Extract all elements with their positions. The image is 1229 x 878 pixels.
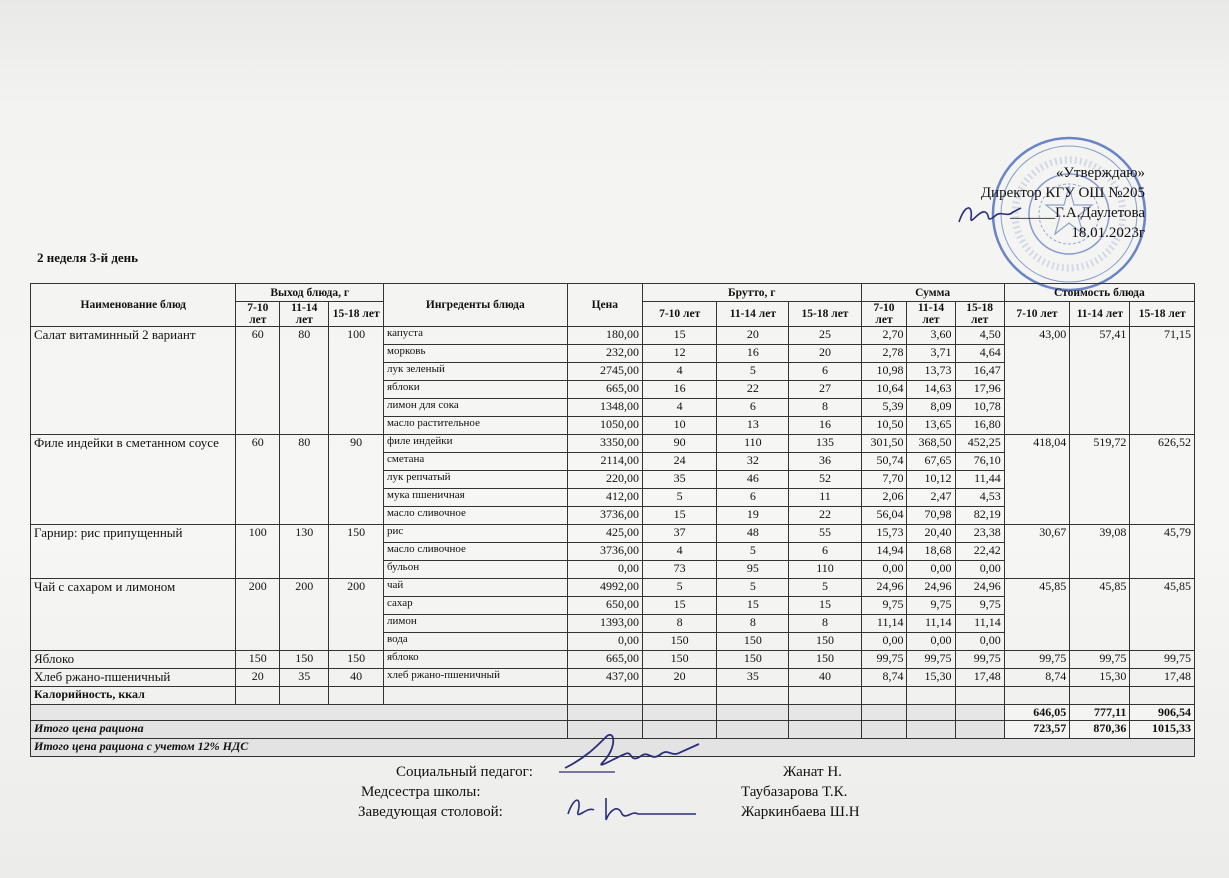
- brutto-15-18: 6: [789, 543, 861, 561]
- cost-11-14: 519,72: [1070, 435, 1130, 525]
- ingredient-name: яблоко: [384, 651, 568, 669]
- cost-7-10: 99,75: [1004, 651, 1070, 669]
- sum-15-18: 99,75: [955, 651, 1004, 669]
- brutto-15-18: 36: [789, 453, 861, 471]
- sum-15-18: 0,00: [955, 561, 1004, 579]
- dish-name: Яблоко: [31, 651, 236, 669]
- ingredient-name: масло сливочное: [384, 507, 568, 525]
- brutto-7-10: 15: [643, 597, 717, 615]
- ingredient-price: 1348,00: [567, 399, 642, 417]
- brutto-15-18: 6: [789, 363, 861, 381]
- sum-15-18: 24,96: [955, 579, 1004, 597]
- brutto-15-18: 52: [789, 471, 861, 489]
- table-row: [31, 669, 1195, 687]
- output-15-18: 100: [329, 327, 384, 435]
- brutto-15-18: 11: [789, 489, 861, 507]
- output-11-14: 130: [280, 525, 329, 579]
- ingredient-price: 665,00: [567, 651, 642, 669]
- sum-15-18: 0,00: [955, 633, 1004, 651]
- ingredient-name: сахар: [384, 597, 568, 615]
- social-pedagogue-signature: [555, 728, 705, 788]
- brutto-7-10: 8: [643, 615, 717, 633]
- sum-11-14: 368,50: [907, 435, 955, 453]
- ingredient-price: 0,00: [567, 633, 642, 651]
- brutto-15-18: 27: [789, 381, 861, 399]
- brutto-7-10: 150: [643, 651, 717, 669]
- subtotal-11-14: 777,11: [1070, 705, 1130, 721]
- header-cost-11-14: 11-14 лет: [1070, 302, 1130, 327]
- director-signature: [955, 200, 1025, 230]
- output-11-14: 35: [280, 669, 329, 687]
- sum-7-10: 50,74: [861, 453, 907, 471]
- dish-name: Филе индейки в сметанном соусе: [31, 435, 236, 525]
- ingredient-name: лимон: [384, 615, 568, 633]
- brutto-15-18: 20: [789, 345, 861, 363]
- brutto-11-14: 32: [717, 453, 789, 471]
- total-7-10: 723,57: [1004, 721, 1070, 739]
- brutto-15-18: 15: [789, 597, 861, 615]
- sum-7-10: 301,50: [861, 435, 907, 453]
- ingredient-price: 180,00: [567, 327, 642, 345]
- brutto-11-14: 15: [717, 597, 789, 615]
- header-brutto-15-18: 15-18 лет: [789, 302, 861, 327]
- output-7-10: 60: [236, 435, 280, 525]
- output-15-18: 40: [329, 669, 384, 687]
- sum-15-18: 23,38: [955, 525, 1004, 543]
- sum-15-18: 82,19: [955, 507, 1004, 525]
- cost-15-18: 17,48: [1130, 669, 1195, 687]
- cost-11-14: 39,08: [1070, 525, 1130, 579]
- dish-name: Чай с сахаром и лимоном: [31, 579, 236, 651]
- sum-15-18: 16,47: [955, 363, 1004, 381]
- sum-7-10: 2,70: [861, 327, 907, 345]
- table-row: [31, 327, 1195, 345]
- sum-15-18: 22,42: [955, 543, 1004, 561]
- approval-title: «Утверждаю»: [1055, 165, 1145, 181]
- sum-7-10: 24,96: [861, 579, 907, 597]
- ingredient-price: 1050,00: [567, 417, 642, 435]
- brutto-7-10: 90: [643, 435, 717, 453]
- brutto-7-10: 5: [643, 579, 717, 597]
- cost-7-10: 8,74: [1004, 669, 1070, 687]
- cost-11-14: 99,75: [1070, 651, 1130, 669]
- ingredient-price: 3736,00: [567, 543, 642, 561]
- header-out-11-14: 11-14 лет: [280, 302, 329, 327]
- output-11-14: 200: [280, 579, 329, 651]
- sum-11-14: 67,65: [907, 453, 955, 471]
- sum-7-10: 9,75: [861, 597, 907, 615]
- sum-11-14: 18,68: [907, 543, 955, 561]
- approval-director: Директор КГУ ОШ №205: [980, 185, 1145, 201]
- brutto-15-18: 110: [789, 561, 861, 579]
- signature-role: Заведующая столовой:: [358, 804, 503, 820]
- brutto-15-18: 5: [789, 579, 861, 597]
- table-row: [31, 651, 1195, 669]
- brutto-15-18: 55: [789, 525, 861, 543]
- cost-7-10: 45,85: [1004, 579, 1070, 651]
- cost-15-18: 45,85: [1130, 579, 1195, 651]
- header-brutto-7-10: 7-10 лет: [643, 302, 717, 327]
- brutto-11-14: 48: [717, 525, 789, 543]
- output-7-10: 60: [236, 327, 280, 435]
- sum-7-10: 14,94: [861, 543, 907, 561]
- kcal-row: [31, 687, 1195, 705]
- sum-7-10: 0,00: [861, 633, 907, 651]
- brutto-7-10: 16: [643, 381, 717, 399]
- cost-11-14: 15,30: [1070, 669, 1130, 687]
- sum-11-14: 13,73: [907, 363, 955, 381]
- ingredient-name: капуста: [384, 327, 568, 345]
- ingredient-price: 2114,00: [567, 453, 642, 471]
- ingredient-name: масло сливочное: [384, 543, 568, 561]
- sum-11-14: 2,47: [907, 489, 955, 507]
- ingredient-name: хлеб ржано-пшеничный: [384, 669, 568, 687]
- sum-11-14: 20,40: [907, 525, 955, 543]
- sum-11-14: 8,09: [907, 399, 955, 417]
- total-vat-label: Итого цена рациона с учетом 12% НДС: [31, 739, 1195, 757]
- ingredient-name: сметана: [384, 453, 568, 471]
- sum-11-14: 15,30: [907, 669, 955, 687]
- ingredient-name: чай: [384, 579, 568, 597]
- brutto-11-14: 35: [717, 669, 789, 687]
- sum-7-10: 11,14: [861, 615, 907, 633]
- ingredient-name: морковь: [384, 345, 568, 363]
- output-7-10: 200: [236, 579, 280, 651]
- brutto-11-14: 5: [717, 543, 789, 561]
- brutto-11-14: 20: [717, 327, 789, 345]
- header-ingredients: Ингреденты блюда: [384, 284, 568, 327]
- header-sum: Сумма: [861, 284, 1004, 302]
- brutto-15-18: 150: [789, 633, 861, 651]
- header-brutto-11-14: 11-14 лет: [717, 302, 789, 327]
- brutto-15-18: 40: [789, 669, 861, 687]
- cost-7-10: 43,00: [1004, 327, 1070, 435]
- ingredient-price: 4992,00: [567, 579, 642, 597]
- sum-11-14: 70,98: [907, 507, 955, 525]
- sum-15-18: 10,78: [955, 399, 1004, 417]
- header-out-7-10: 7-10 лет: [236, 302, 280, 327]
- brutto-11-14: 6: [717, 399, 789, 417]
- sum-7-10: 10,98: [861, 363, 907, 381]
- sum-7-10: 0,00: [861, 561, 907, 579]
- brutto-15-18: 16: [789, 417, 861, 435]
- brutto-7-10: 10: [643, 417, 717, 435]
- output-15-18: 90: [329, 435, 384, 525]
- brutto-7-10: 24: [643, 453, 717, 471]
- table-row: [31, 435, 1195, 453]
- table-row: [31, 525, 1195, 543]
- subtotal-row: [31, 705, 1195, 721]
- sum-7-10: 5,39: [861, 399, 907, 417]
- brutto-7-10: 5: [643, 489, 717, 507]
- signature-name: Жаркинбаева Ш.Н: [741, 804, 860, 820]
- sum-11-14: 3,71: [907, 345, 955, 363]
- ingredient-name: лимон для сока: [384, 399, 568, 417]
- dish-name: Салат витаминный 2 вариант: [31, 327, 236, 435]
- sum-7-10: 8,74: [861, 669, 907, 687]
- output-15-18: 150: [329, 525, 384, 579]
- header-price: Цена: [567, 284, 642, 327]
- menu-body: [31, 327, 1195, 687]
- menu-table: [30, 283, 1195, 757]
- ingredient-price: 0,00: [567, 561, 642, 579]
- sum-15-18: 76,10: [955, 453, 1004, 471]
- kcal-label: Калорийность, ккал: [31, 687, 236, 705]
- sum-11-14: 24,96: [907, 579, 955, 597]
- output-7-10: 150: [236, 651, 280, 669]
- ingredient-price: 650,00: [567, 597, 642, 615]
- sum-15-18: 452,25: [955, 435, 1004, 453]
- ingredient-price: 3736,00: [567, 507, 642, 525]
- output-7-10: 20: [236, 669, 280, 687]
- header-out-15-18: 15-18 лет: [329, 302, 384, 327]
- header-output: Выход блюда, г: [236, 284, 384, 302]
- brutto-7-10: 73: [643, 561, 717, 579]
- output-15-18: 200: [329, 579, 384, 651]
- total-label: Итого цена рациона: [31, 721, 568, 739]
- header-sum-7-10: 7-10 лет: [861, 302, 907, 327]
- header-dish-name: Наименование блюд: [31, 284, 236, 327]
- sum-15-18: 17,96: [955, 381, 1004, 399]
- dish-name: Хлеб ржано-пшеничный: [31, 669, 236, 687]
- cost-11-14: 45,85: [1070, 579, 1130, 651]
- sum-11-14: 14,63: [907, 381, 955, 399]
- total-15-18: 1015,33: [1130, 721, 1195, 739]
- dish-name: Гарнир: рис припущенный: [31, 525, 236, 579]
- header-sum-11-14: 11-14 лет: [907, 302, 955, 327]
- sum-15-18: 4,64: [955, 345, 1004, 363]
- ingredient-name: лук зеленый: [384, 363, 568, 381]
- subtotal-15-18: 906,54: [1130, 705, 1195, 721]
- cost-7-10: 418,04: [1004, 435, 1070, 525]
- signature-name: Таубазарова Т.К.: [741, 784, 848, 800]
- sum-11-14: 0,00: [907, 561, 955, 579]
- brutto-15-18: 135: [789, 435, 861, 453]
- ingredient-name: мука пшеничная: [384, 489, 568, 507]
- brutto-7-10: 15: [643, 507, 717, 525]
- sum-7-10: 7,70: [861, 471, 907, 489]
- brutto-7-10: 4: [643, 543, 717, 561]
- brutto-15-18: 22: [789, 507, 861, 525]
- cost-15-18: 99,75: [1130, 651, 1195, 669]
- brutto-11-14: 46: [717, 471, 789, 489]
- brutto-15-18: 150: [789, 651, 861, 669]
- brutto-11-14: 150: [717, 651, 789, 669]
- sum-11-14: 3,60: [907, 327, 955, 345]
- brutto-11-14: 8: [717, 615, 789, 633]
- brutto-7-10: 35: [643, 471, 717, 489]
- header-sum-15-18: 15-18 лет: [955, 302, 1004, 327]
- brutto-7-10: 12: [643, 345, 717, 363]
- header-cost: Стоимость блюда: [1004, 284, 1194, 302]
- output-11-14: 150: [280, 651, 329, 669]
- table-row: [31, 579, 1195, 597]
- brutto-15-18: 25: [789, 327, 861, 345]
- sum-15-18: 9,75: [955, 597, 1004, 615]
- brutto-7-10: 150: [643, 633, 717, 651]
- sum-15-18: 4,50: [955, 327, 1004, 345]
- nurse-signature: [560, 790, 700, 825]
- sum-15-18: 16,80: [955, 417, 1004, 435]
- sum-15-18: 4,53: [955, 489, 1004, 507]
- ingredient-name: лук репчатый: [384, 471, 568, 489]
- brutto-7-10: 20: [643, 669, 717, 687]
- ingredient-price: 425,00: [567, 525, 642, 543]
- output-11-14: 80: [280, 327, 329, 435]
- brutto-15-18: 8: [789, 615, 861, 633]
- output-7-10: 100: [236, 525, 280, 579]
- sum-15-18: 17,48: [955, 669, 1004, 687]
- approval-date: 18.01.2023г: [1071, 225, 1145, 241]
- brutto-11-14: 95: [717, 561, 789, 579]
- ingredient-price: 220,00: [567, 471, 642, 489]
- brutto-7-10: 4: [643, 363, 717, 381]
- ingredient-name: рис: [384, 525, 568, 543]
- signature-role: Медсестра школы:: [361, 784, 481, 800]
- ingredient-price: 2745,00: [567, 363, 642, 381]
- brutto-11-14: 19: [717, 507, 789, 525]
- signature-role: Социальный педагог:: [396, 764, 533, 780]
- brutto-11-14: 5: [717, 363, 789, 381]
- sum-15-18: 11,44: [955, 471, 1004, 489]
- brutto-11-14: 6: [717, 489, 789, 507]
- brutto-15-18: 8: [789, 399, 861, 417]
- sum-7-10: 10,50: [861, 417, 907, 435]
- cost-15-18: 626,52: [1130, 435, 1195, 525]
- ingredient-name: яблоки: [384, 381, 568, 399]
- ingredient-name: масло растительное: [384, 417, 568, 435]
- ingredient-name: бульон: [384, 561, 568, 579]
- ingredient-name: филе индейки: [384, 435, 568, 453]
- ingredient-name: вода: [384, 633, 568, 651]
- ingredient-price: 3350,00: [567, 435, 642, 453]
- week-day-heading: 2 неделя 3-й день: [37, 250, 139, 265]
- header-cost-7-10: 7-10 лет: [1004, 302, 1070, 327]
- sum-7-10: 10,64: [861, 381, 907, 399]
- brutto-11-14: 110: [717, 435, 789, 453]
- header-brutto: Брутто, г: [643, 284, 862, 302]
- ingredient-price: 412,00: [567, 489, 642, 507]
- brutto-11-14: 5: [717, 579, 789, 597]
- sum-7-10: 15,73: [861, 525, 907, 543]
- ingredient-price: 232,00: [567, 345, 642, 363]
- cost-15-18: 45,79: [1130, 525, 1195, 579]
- cost-11-14: 57,41: [1070, 327, 1130, 435]
- sum-11-14: 13,65: [907, 417, 955, 435]
- ingredient-price: 1393,00: [567, 615, 642, 633]
- approval-name: ______Г.А.Даулетова: [1010, 205, 1145, 221]
- cost-15-18: 71,15: [1130, 327, 1195, 435]
- brutto-11-14: 22: [717, 381, 789, 399]
- brutto-11-14: 150: [717, 633, 789, 651]
- brutto-7-10: 37: [643, 525, 717, 543]
- brutto-11-14: 16: [717, 345, 789, 363]
- subtotal-7-10: 646,05: [1004, 705, 1070, 721]
- output-15-18: 150: [329, 651, 384, 669]
- sum-11-14: 10,12: [907, 471, 955, 489]
- header-cost-15-18: 15-18 лет: [1130, 302, 1195, 327]
- brutto-11-14: 13: [717, 417, 789, 435]
- cost-7-10: 30,67: [1004, 525, 1070, 579]
- brutto-7-10: 4: [643, 399, 717, 417]
- signature-name: Жанат Н.: [783, 764, 842, 780]
- sum-7-10: 99,75: [861, 651, 907, 669]
- sum-7-10: 2,78: [861, 345, 907, 363]
- output-11-14: 80: [280, 435, 329, 525]
- sum-7-10: 2,06: [861, 489, 907, 507]
- brutto-7-10: 15: [643, 327, 717, 345]
- total-11-14: 870,36: [1070, 721, 1130, 739]
- sum-11-14: 0,00: [907, 633, 955, 651]
- ingredient-price: 437,00: [567, 669, 642, 687]
- ingredient-price: 665,00: [567, 381, 642, 399]
- sum-11-14: 99,75: [907, 651, 955, 669]
- sum-15-18: 11,14: [955, 615, 1004, 633]
- sum-7-10: 56,04: [861, 507, 907, 525]
- sum-11-14: 9,75: [907, 597, 955, 615]
- sum-11-14: 11,14: [907, 615, 955, 633]
